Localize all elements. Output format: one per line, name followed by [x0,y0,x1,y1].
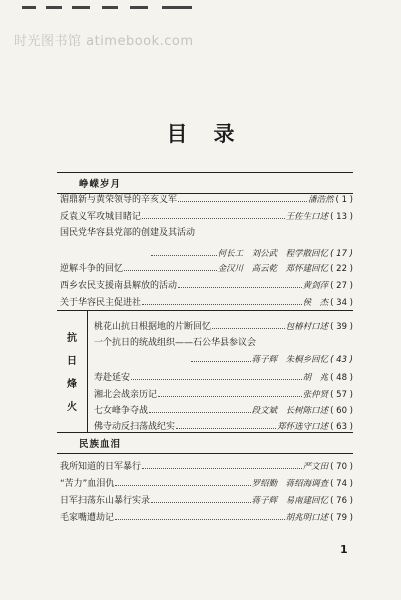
toc-entry[interactable] [94,404,353,417]
entry-author: 黄剑萍 [302,281,329,291]
entry-author: 郑怀选守口述 [277,422,329,432]
entry-title: 湄鼎新与黄荣领导的辛亥义军 [60,195,178,205]
dot-leader [115,511,285,520]
toc-entry-continuation [150,247,353,260]
entry-title: 一个抗日的统战组织——石公华县参议会 [94,338,257,348]
entry-title: 日军扫荡东山暴行实录 [60,496,151,506]
entry-title: 我所知道的日军暴行 [60,462,142,472]
top-edge-marks [22,6,202,16]
side-char-2: 日 [67,356,77,367]
toc-entry[interactable] [60,193,353,206]
entry-author: 蒋子辉 朱桐乡回忆 [251,355,329,365]
entry-page: ( 76 ) [330,496,353,506]
entry-title: 西乡农民支援南县解放的活动 [60,281,178,291]
entry-title: “苦力”血泪仇 [60,479,115,489]
side-char-3: 烽 [67,379,77,390]
entry-author: 何长工 刘公武 程学散回忆 [217,249,329,259]
toc-entry[interactable] [60,210,353,223]
entry-page: ( 70 ) [330,462,353,472]
entry-author: 金汉川 高云乾 郑怀建回忆 [217,264,329,274]
entry-page: ( 39 ) [330,322,353,332]
toc-entry[interactable] [60,494,353,507]
entry-title: 佛寺动反扫荡战纪实 [94,422,176,432]
entry-page: ( 79 ) [330,513,353,523]
entry-author: 胡兆明口述 [285,513,329,523]
toc-entry[interactable] [94,337,353,349]
entry-title: 反袁义军攻城目睹记 [60,212,142,222]
entry-title: 桃花山抗日根据地的片断回忆 [94,322,212,332]
dot-leader [212,320,285,329]
toc-entry[interactable] [60,296,353,309]
entry-page: ( 48 ) [330,373,353,383]
toc-entry[interactable] [94,388,353,401]
entry-title: 寿赴延安 [94,373,131,383]
entry-page: ( 60 ) [330,406,353,416]
entry-author: 胡 兆 [302,373,329,383]
watermark: 时光图书馆 atimebook.com [14,34,194,49]
entry-author: 罗绍勤 蒋绍海调查 [251,479,329,489]
side-char-1: 抗 [67,333,77,344]
entry-page: ( 17 ) [330,249,353,259]
entry-author: 蒋子辉 易南建回忆 [251,496,329,506]
dot-leader [176,420,276,429]
entry-title: 湘北会战亲历记 [94,390,158,400]
dot-leader [115,477,250,486]
side-char-4: 火 [67,402,77,413]
dot-leader [191,353,251,362]
dot-leader [151,494,251,503]
dot-leader [142,296,302,305]
entry-page: ( 13 ) [330,212,353,222]
section-header-1 [57,172,353,194]
entry-page: ( 1 ) [335,195,353,205]
toc-entry-continuation [190,353,353,366]
entry-page: ( 43 ) [330,355,353,365]
toc-entry[interactable] [60,262,353,275]
dot-leader [178,193,307,202]
entry-author: 张仲贤 [302,390,329,400]
section-side-label [61,328,83,420]
dot-leader [142,460,302,469]
section-title-1: 峥嵘岁月 [79,179,122,190]
page-number: 1 [340,543,348,556]
toc-entry[interactable] [60,477,353,490]
page-title: 目录 [166,122,261,146]
toc-entry[interactable] [60,227,353,239]
entry-page: ( 34 ) [330,298,353,308]
section-2-top-rule [57,310,353,311]
dot-leader [178,279,302,288]
dot-leader [149,404,251,413]
entry-author: 侯 杰 [302,298,329,308]
entry-title: 关于华容民主促进社 [60,298,142,308]
section-title-2: 民族血泪 [79,439,122,450]
entry-author: 潘浩然 [308,195,334,205]
entry-author: 严文田 [302,462,329,472]
entry-page: ( 74 ) [330,479,353,489]
entry-author: 段文斌 长树陈口述 [251,406,329,416]
dot-leader [158,388,302,397]
entry-title: 毛家嘴遭劫记 [60,513,115,523]
entry-title: 逆解斗争的回忆 [60,264,124,274]
toc-entry[interactable] [60,279,353,292]
dot-leader [124,262,217,271]
toc-entry[interactable] [60,460,353,473]
dot-leader [142,210,285,219]
toc-entry[interactable] [94,371,353,384]
toc-entry[interactable] [60,511,353,524]
entry-page: ( 63 ) [330,422,353,432]
entry-page: ( 57 ) [330,390,353,400]
entry-title: 国民党华容县党部的创建及其活动 [60,228,196,238]
dot-leader [131,371,302,380]
entry-page: ( 22 ) [330,264,353,274]
entry-author: 王佐生口述 [285,212,329,222]
entry-title: 七女峰争夺战 [94,406,149,416]
dot-leader [151,247,217,256]
toc-entry[interactable] [94,320,353,333]
entry-author: 包椿村口述 [285,322,329,332]
entry-page: ( 27 ) [330,281,353,291]
section-header-2 [57,432,353,454]
